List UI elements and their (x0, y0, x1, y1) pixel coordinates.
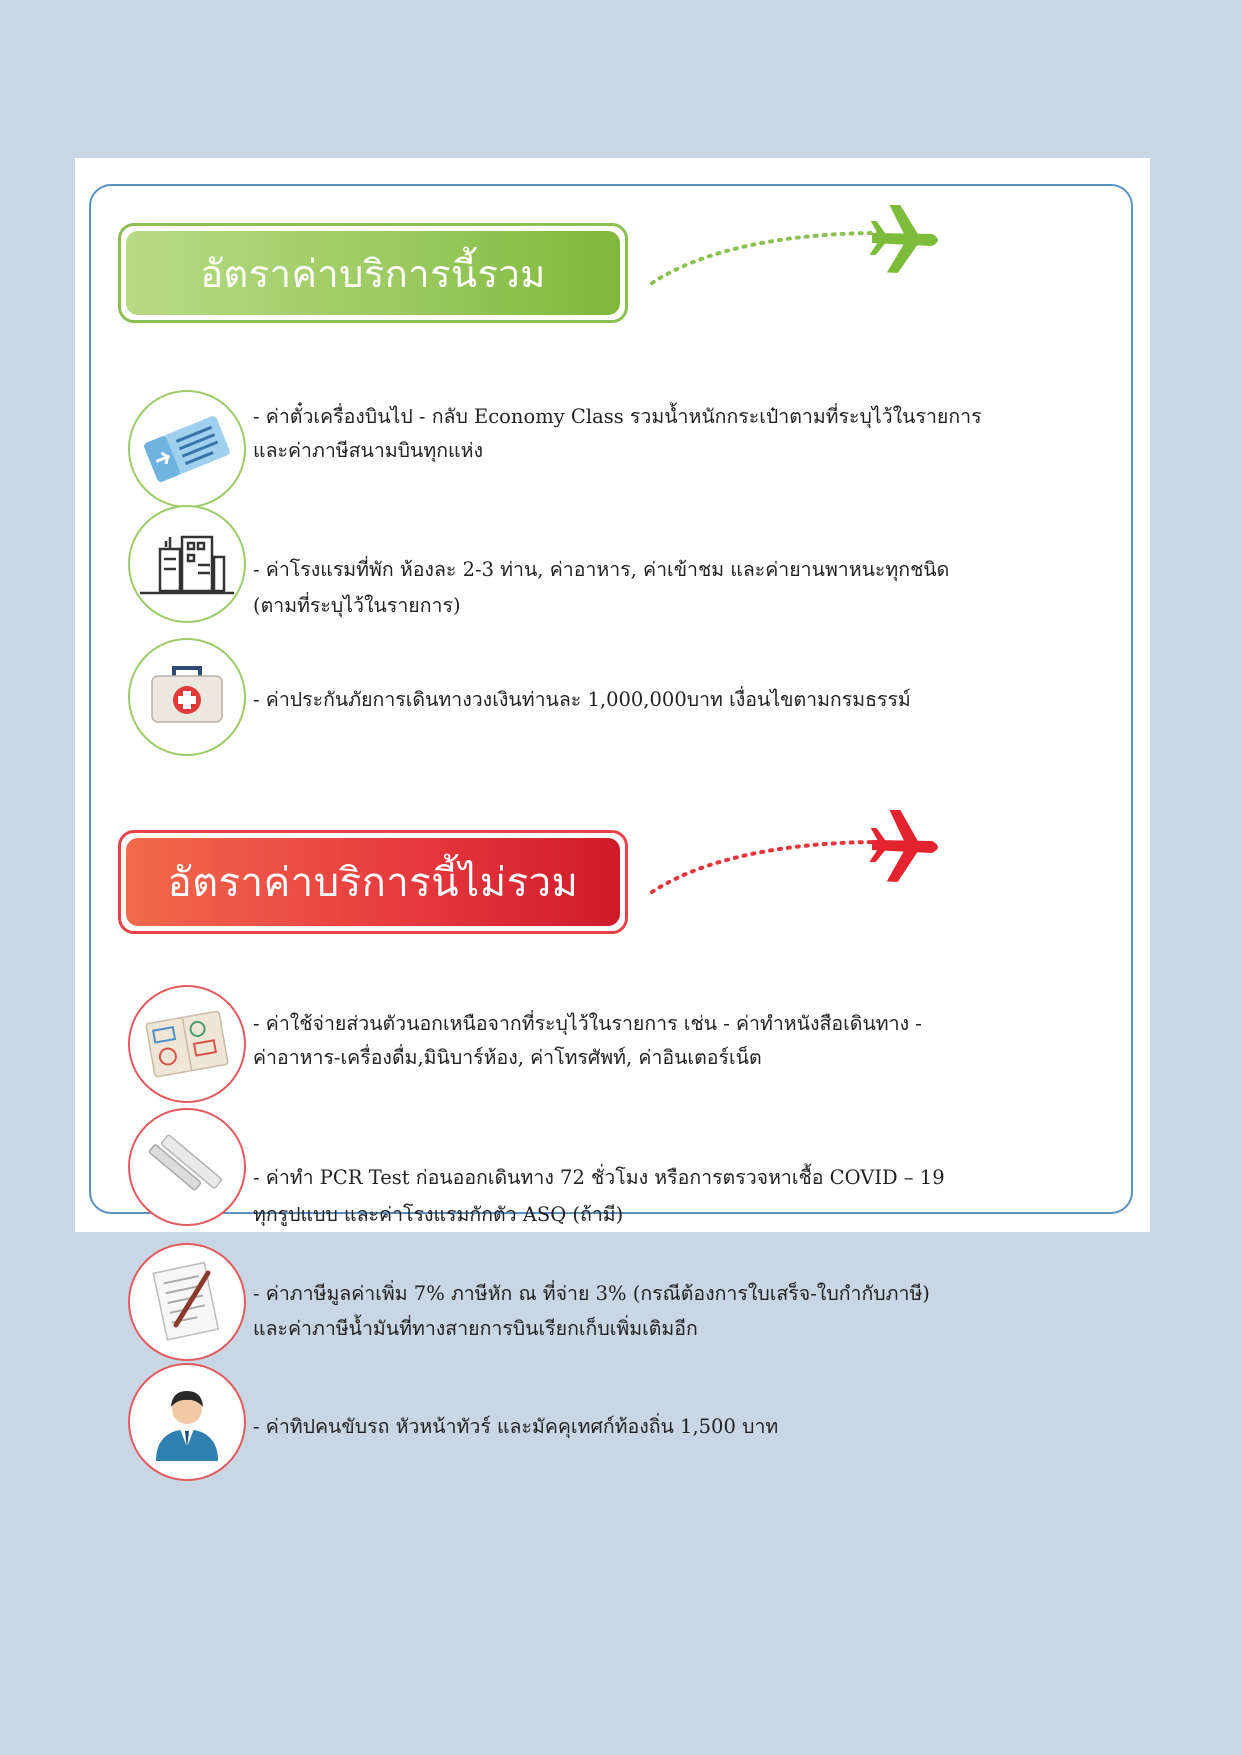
guide-icon-circle (128, 1363, 246, 1481)
pcr-test-swab-icon (130, 1110, 244, 1224)
red-plane-icon (640, 810, 970, 905)
plane-ticket-icon (130, 392, 244, 506)
passport-stamps-icon (130, 987, 244, 1101)
included-section-title: อัตราค่าบริการนี้รวม (126, 231, 620, 315)
included-section-banner (118, 223, 628, 323)
excluded-item-3-line-1: - ค่าภาษีมูลค่าเพิ่ม 7% ภาษีหัก ณ ที่จ่าย 3% (กรณีต้องการใบเสร็จ-ใบกำกับภาษี) (253, 1282, 930, 1305)
included-item-1-line-1: - ค่าตั๋วเครื่องบินไป - กลับ Economy Class รวมน้ำหนักกระเป๋าตามที่ระบุไว้ในรายการ (253, 405, 982, 428)
tax-icon-circle (128, 1243, 246, 1361)
tour-guide-person-icon (130, 1365, 244, 1479)
tax-document-pen-icon (130, 1245, 244, 1359)
ticket-icon-circle (128, 390, 246, 508)
insurance-icon-circle (128, 638, 246, 756)
excluded-item-1-line-1: - ค่าใช้จ่ายส่วนตัวนอกเหนือจากที่ระบุไว้ในรายการ เช่น - ค่าทำหนังสือเดินทาง - (253, 1012, 922, 1035)
excluded-item-4-line-1: - ค่าทิปคนขับรถ หัวหน้าทัวร์ และมัคคุเทศก์ท้องถิ่น 1,500 บาท (253, 1415, 779, 1438)
included-item-2-line-2: (ตามที่ระบุไว้ในรายการ) (253, 594, 461, 617)
hotel-icon-circle (128, 505, 246, 623)
excluded-item-2-line-2: ทุกรูปแบบ และค่าโรงแรมกักตัว ASQ (ถ้ามี) (253, 1203, 624, 1226)
included-item-2-line-1: - ค่าโรงแรมที่พัก ห้องละ 2-3 ท่าน, ค่าอาหาร, ค่าเข้าชม และค่ายานพาหนะทุกชนิด (253, 558, 950, 581)
first-aid-kit-icon (130, 640, 244, 754)
green-plane-icon (640, 205, 970, 295)
excluded-item-3-line-2: และค่าภาษีน้ำมันที่ทางสายการบินเรียกเก็บเพิ่มเติมอีก (253, 1317, 698, 1340)
excluded-item-2-line-1: - ค่าทำ PCR Test ก่อนออกเดินทาง 72 ชั่วโมง หรือการตรวจหาเชื้อ COVID – 19 (253, 1166, 945, 1189)
excluded-item-1-line-2: ค่าอาหาร-เครื่องดื่ม,มินิบาร์ห้อง, ค่าโทรศัพท์, ค่าอินเตอร์เน็ต (253, 1046, 762, 1069)
excluded-section-title: อัตราค่าบริการนี้ไม่รวม (126, 838, 620, 926)
pcr-icon-circle (128, 1108, 246, 1226)
passport-icon-circle (128, 985, 246, 1103)
hotel-building-icon (130, 507, 244, 621)
excluded-section-banner (118, 830, 628, 934)
included-item-1-line-2: และค่าภาษีสนามบินทุกแห่ง (253, 439, 483, 462)
included-item-3-line-1: - ค่าประกันภัยการเดินทางวงเงินท่านละ 1,000,000บาท เงื่อนไขตามกรมธรรม์ (253, 688, 911, 711)
